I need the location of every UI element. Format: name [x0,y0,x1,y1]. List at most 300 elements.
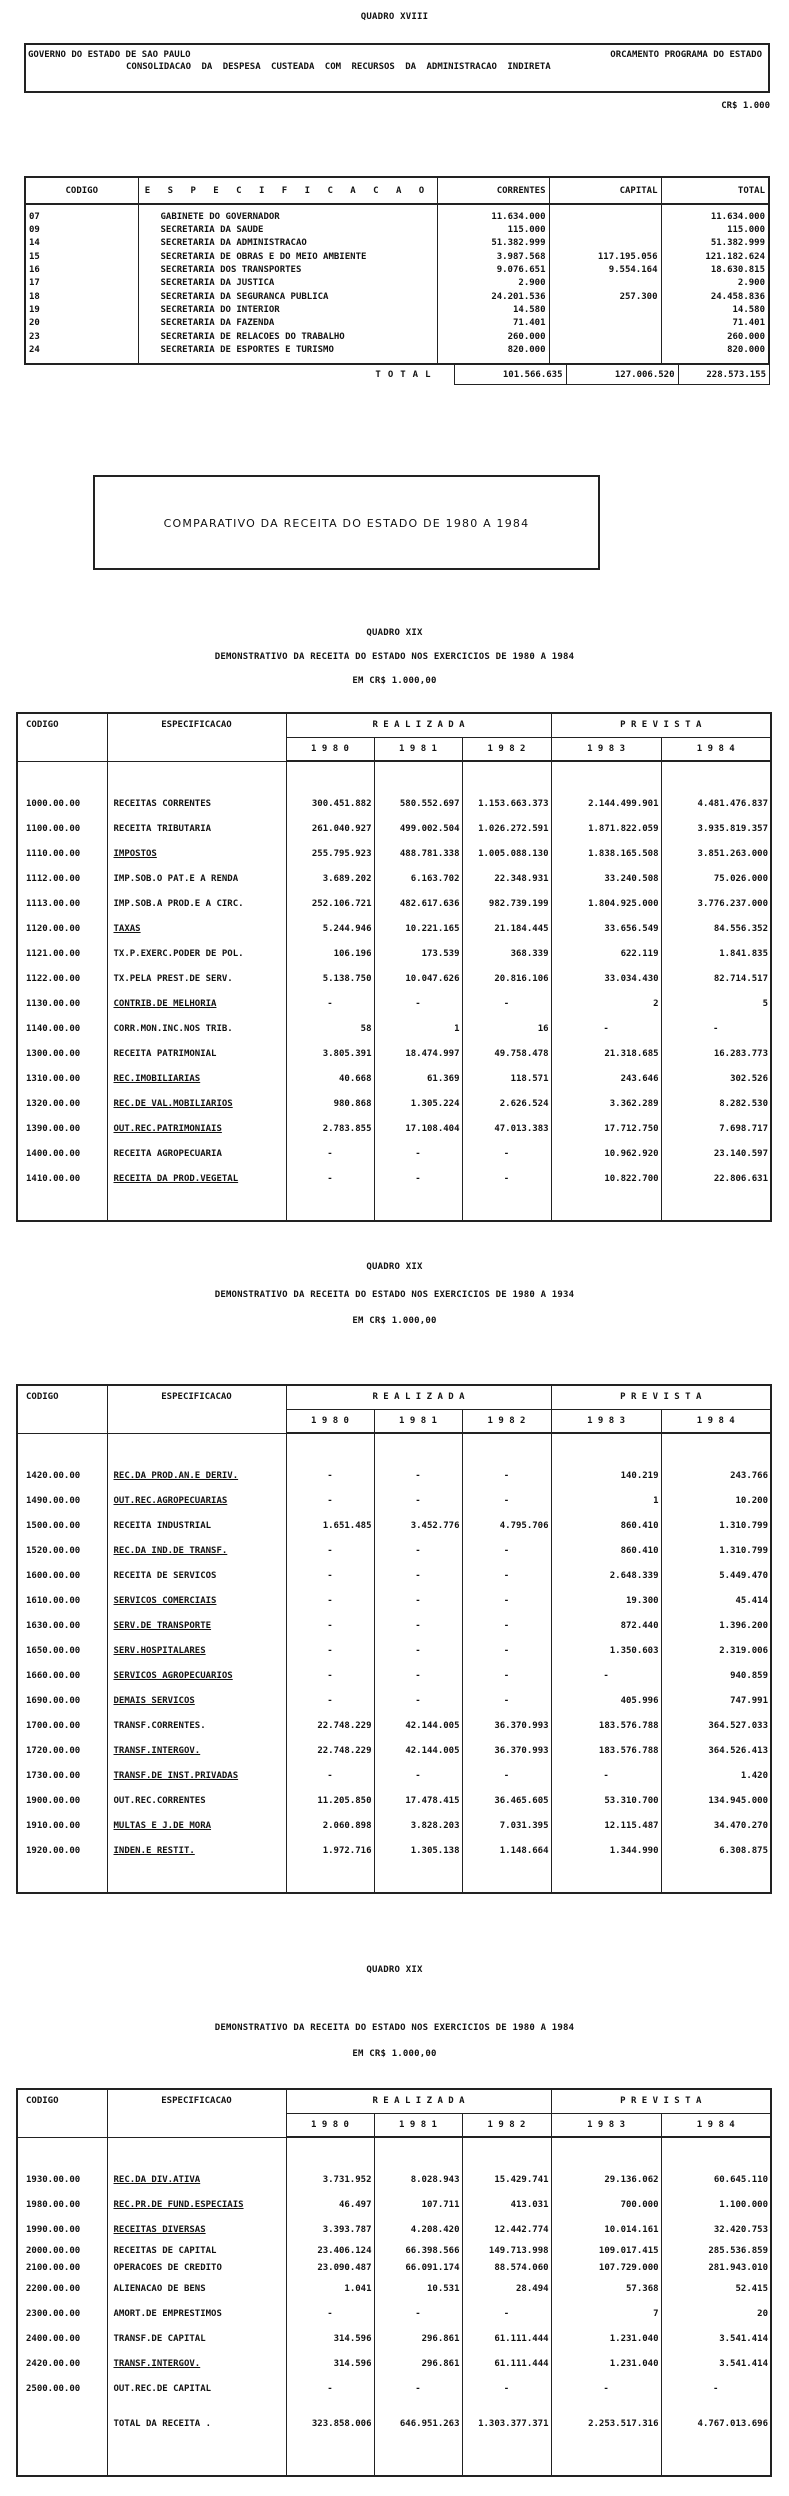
cell-value: 1.651.485 [286,1513,374,1538]
cell-especificacao: DEMAIS SERVICOS [107,1688,286,1713]
cell-especificacao: TOTAL DA RECEITA . [107,2401,286,2446]
cell-value: 5.449.470 [661,1563,771,1588]
cell-especificacao: CORR.MON.INC.NOS TRIB. [107,1016,286,1041]
table-row [17,1066,771,1091]
cell-value: 42.144.005 [374,1713,462,1738]
cell-value: 8.028.943 [374,2167,462,2192]
receita-table-3 [16,2088,772,2477]
quadro-18-unit: CR$ 1.000 [721,101,770,111]
cell-especificacao: SERVICOS COMERCIAIS [107,1588,286,1613]
cell-value: 16.283.773 [661,1041,771,1066]
table-row [17,2326,771,2351]
cell-codigo: 2200.00.00 [17,2276,107,2301]
cell-total: 71.401 [661,317,769,330]
cell-especificacao: REC.DA DIV.ATIVA [107,2167,286,2192]
cell-value: - [374,2301,462,2326]
cell-value: - [374,1663,462,1688]
cell-value: 3.935.819.357 [661,816,771,841]
cell-value: - [374,991,462,1016]
cell-value: - [374,1638,462,1663]
cell-value: - [462,991,551,1016]
cell-codigo: 1520.00.00 [17,1538,107,1563]
quadro-19-unit-2: EM CR$ 1.000,00 [352,1316,437,1326]
cell-value: 700.000 [551,2192,661,2217]
cell-value: 106.196 [286,941,374,966]
cell-codigo: 18 [25,290,138,303]
cell-especificacao: TAXAS [107,916,286,941]
cell-value: 1.041 [286,2276,374,2301]
cell-value: 285.536.859 [661,2242,771,2259]
table-row [17,2301,771,2326]
cell-especificacao: RECEITA DA PROD.VEGETAL [107,1166,286,1191]
cell-value: 3.362.289 [551,1091,661,1116]
cell-especificacao: TX.PELA PREST.DE SERV. [107,966,286,991]
cell-especificacao: SECRETARIA DE OBRAS E DO MEIO AMBIENTE [138,251,437,264]
cell-especificacao: SECRETARIA DO INTERIOR [138,304,437,317]
cell-value: - [374,1488,462,1513]
cell-capital [549,304,661,317]
cell-value: 2.648.339 [551,1563,661,1588]
cell-codigo: 1930.00.00 [17,2167,107,2192]
total-label: TOTAL [375,369,438,380]
cell-value: 53.310.700 [551,1788,661,1813]
cell-value: 140.219 [551,1463,661,1488]
table-row [17,1041,771,1066]
table-row [17,1141,771,1166]
cell-value: 4.481.476.837 [661,791,771,816]
cell-value: 261.040.927 [286,816,374,841]
cell-value: 364.526.413 [661,1738,771,1763]
cell-value: 1.871.822.059 [551,816,661,841]
cell-value: 302.526 [661,1066,771,1091]
cell-value: 3.541.414 [661,2326,771,2351]
cell-especificacao: TRANSF.INTERGOV. [107,1738,286,1763]
cell-value: 860.410 [551,1538,661,1563]
cell-value: 20.816.106 [462,966,551,991]
cell-especificacao: REC.IMOBILIARIAS [107,1066,286,1091]
cell-codigo: 2420.00.00 [17,2351,107,2376]
cell-especificacao: IMPOSTOS [107,841,286,866]
cell-codigo: 1100.00.00 [17,816,107,841]
cell-codigo: 1420.00.00 [17,1463,107,1488]
cell-total: 24.458.836 [661,290,769,303]
table-row [17,1588,771,1613]
cell-value: 3.541.414 [661,2351,771,2376]
table-row [17,1663,771,1688]
cell-value: 580.552.697 [374,791,462,816]
cell-value: - [286,1166,374,1191]
cell-value: - [462,1488,551,1513]
col-year: 1 9 8 4 [661,737,771,761]
cell-correntes: 11.634.000 [437,204,549,224]
cell-value: 2.060.898 [286,1813,374,1838]
cell-codigo: 1390.00.00 [17,1116,107,1141]
cell-capital [549,317,661,330]
table-row [25,330,769,343]
cell-value: 47.013.383 [462,1116,551,1141]
cell-value: - [374,1463,462,1488]
cell-value: 296.861 [374,2351,462,2376]
group-realizada: R E A L I Z A D A [286,1385,551,1409]
table-row [17,1688,771,1713]
cell-value: 32.420.753 [661,2217,771,2242]
cell-value: 107.711 [374,2192,462,2217]
cell-value: 45.414 [661,1588,771,1613]
cell-codigo: 1112.00.00 [17,866,107,891]
cell-value: 3.828.203 [374,1813,462,1838]
cell-value: 17.712.750 [551,1116,661,1141]
cell-codigo: 1490.00.00 [17,1488,107,1513]
quadro-19-subtitle-1: DEMONSTRATIVO DA RECEITA DO ESTADO NOS EXERCICIOS DE 1980 A 1984 [214,652,575,662]
table-row [25,237,769,250]
cell-value: - [286,1688,374,1713]
cell-total: 18.630.815 [661,264,769,277]
cell-value: 36.465.605 [462,1788,551,1813]
cell-codigo: 1650.00.00 [17,1638,107,1663]
cell-value: - [462,1166,551,1191]
cell-value: - [286,1141,374,1166]
cell-codigo: 15 [25,251,138,264]
cell-especificacao: RECEITA PATRIMONIAL [107,1041,286,1066]
quadro-18-header-box [24,43,770,93]
table-row [17,916,771,941]
cell-value: 860.410 [551,1513,661,1538]
cell-value: 23.406.124 [286,2242,374,2259]
cell-especificacao: RECEITAS DE CAPITAL [107,2242,286,2259]
cell-especificacao: RECEITA INDUSTRIAL [107,1513,286,1538]
cell-codigo: 1410.00.00 [17,1166,107,1191]
cell-especificacao: OUT.REC.DE CAPITAL [107,2376,286,2401]
cell-value: - [286,1588,374,1613]
table-row [17,2259,771,2276]
cell-codigo: 2300.00.00 [17,2301,107,2326]
cell-value: - [374,1538,462,1563]
cell-value: 1.350.603 [551,1638,661,1663]
cell-value: 323.858.006 [286,2401,374,2446]
cell-value: 1.100.000 [661,2192,771,2217]
cell-correntes: 115.000 [437,224,549,237]
cell-especificacao: RECEITA TRIBUTARIA [107,816,286,841]
cell-value: 10.221.165 [374,916,462,941]
cell-especificacao: REC.PR.DE FUND.ESPECIAIS [107,2192,286,2217]
cell-value: 3.731.952 [286,2167,374,2192]
cell-value: - [462,1463,551,1488]
cell-value: 1.153.663.373 [462,791,551,816]
cell-value: 10.200 [661,1488,771,1513]
cell-value: 57.368 [551,2276,661,2301]
cell-codigo: 2400.00.00 [17,2326,107,2351]
cell-value: 183.576.788 [551,1738,661,1763]
table-row [17,1788,771,1813]
table-row [17,941,771,966]
cell-value: 12.442.774 [462,2217,551,2242]
col-year: 1 9 8 3 [551,2113,661,2137]
cell-value: 20 [661,2301,771,2326]
cell-value: 10.962.920 [551,1141,661,1166]
total-total: 228.573.155 [678,365,770,385]
cell-value: 3.805.391 [286,1041,374,1066]
col-especificacao: ESPECIFICACAO [107,1385,286,1433]
cell-capital [549,237,661,250]
cell-value: - [462,2301,551,2326]
cell-value: 3.452.776 [374,1513,462,1538]
cell-value: 300.451.882 [286,791,374,816]
cell-value: 1.396.200 [661,1613,771,1638]
cell-value: 23.140.597 [661,1141,771,1166]
cell-especificacao: OPERACOES DE CREDITO [107,2259,286,2276]
cell-value: - [551,1663,661,1688]
table-row [25,224,769,237]
table-row [17,1016,771,1041]
cell-value: 18.474.997 [374,1041,462,1066]
cell-value: 10.531 [374,2276,462,2301]
cell-codigo: 1130.00.00 [17,991,107,1016]
cell-codigo: 1121.00.00 [17,941,107,966]
cell-value: 4.208.420 [374,2217,462,2242]
quadro-19-unit-3: EM CR$ 1.000,00 [352,2049,437,2059]
table-row [17,866,771,891]
col-year: 1 9 8 0 [286,1409,374,1433]
cell-value: 1.005.088.130 [462,841,551,866]
col-capital: CAPITAL [549,177,661,204]
cell-especificacao: SECRETARIA DE ESPORTES E TURISMO [138,344,437,364]
cell-value: 17.478.415 [374,1788,462,1813]
cell-value: - [286,1613,374,1638]
cell-value: 60.645.110 [661,2167,771,2192]
receita-table-2 [16,1384,772,1894]
cell-value: 58 [286,1016,374,1041]
cell-value: - [374,1763,462,1788]
table-row [25,277,769,290]
cell-especificacao: RECEITAS CORRENTES [107,791,286,816]
table-row [17,2276,771,2301]
cell-value: 42.144.005 [374,1738,462,1763]
cell-codigo: 17 [25,277,138,290]
col-codigo: CODIGO [17,713,107,761]
cell-value: 2 [551,991,661,1016]
cell-codigo: 1900.00.00 [17,1788,107,1813]
cell-especificacao: GABINETE DO GOVERNADOR [138,204,437,224]
cell-value: 22.806.631 [661,1166,771,1191]
cell-value: 107.729.000 [551,2259,661,2276]
cell-value: 488.781.338 [374,841,462,866]
table-row [25,251,769,264]
cell-correntes: 24.201.536 [437,290,549,303]
total-row [17,2401,771,2446]
cell-value: 1.344.990 [551,1838,661,1863]
cell-codigo: 1300.00.00 [17,1041,107,1066]
cell-especificacao: INDEN.E RESTIT. [107,1838,286,1863]
cell-value: - [374,2376,462,2401]
cell-value: - [286,1463,374,1488]
cell-value: - [374,1141,462,1166]
cell-value: 33.240.508 [551,866,661,891]
comparativo-box [93,475,600,570]
cell-correntes: 260.000 [437,330,549,343]
cell-value: - [286,1763,374,1788]
cell-capital [549,344,661,364]
government-label: GOVERNO DO ESTADO DE SAO PAULO [28,50,191,60]
cell-value: 255.795.923 [286,841,374,866]
cell-value: - [462,1638,551,1663]
cell-especificacao: RECEITA AGROPECUARIA [107,1141,286,1166]
cell-value: 33.034.430 [551,966,661,991]
cell-especificacao: TRANSF.DE CAPITAL [107,2326,286,2351]
cell-especificacao: IMP.SOB.A PROD.E A CIRC. [107,891,286,916]
cell-value: 22.748.229 [286,1738,374,1763]
cell-total: 121.182.624 [661,251,769,264]
table-row [17,1713,771,1738]
cell-value: 173.539 [374,941,462,966]
cell-value: 1.838.165.508 [551,841,661,866]
cell-value: 4.795.706 [462,1513,551,1538]
table-row [17,1513,771,1538]
cell-especificacao: CONTRIB.DE MELHORIA [107,991,286,1016]
table-row [17,1166,771,1191]
cell-especificacao: OUT.REC.CORRENTES [107,1788,286,1813]
col-year: 1 9 8 2 [462,2113,551,2137]
cell-value: - [551,2376,661,2401]
cell-correntes: 2.900 [437,277,549,290]
quadro-18-total-row [24,364,770,385]
table-row [17,2351,771,2376]
cell-value: 364.527.033 [661,1713,771,1738]
cell-especificacao: SECRETARIA DA ADMINISTRACAO [138,237,437,250]
cell-correntes: 71.401 [437,317,549,330]
table-row [17,2167,771,2192]
cell-value: 982.739.199 [462,891,551,916]
cell-codigo: 1720.00.00 [17,1738,107,1763]
cell-codigo: 1600.00.00 [17,1563,107,1588]
cell-codigo: 1980.00.00 [17,2192,107,2217]
cell-value: 482.617.636 [374,891,462,916]
cell-value: 52.415 [661,2276,771,2301]
cell-value: - [661,1016,771,1041]
cell-correntes: 14.580 [437,304,549,317]
cell-value: 28.494 [462,2276,551,2301]
cell-correntes: 820.000 [437,344,549,364]
col-especificacao: E S P E C I F I C A C A O [138,177,437,204]
cell-value: 3.776.237.000 [661,891,771,916]
cell-value: 88.574.060 [462,2259,551,2276]
total-correntes: 101.566.635 [454,365,566,385]
cell-value: - [286,1488,374,1513]
cell-value: 11.205.850 [286,1788,374,1813]
cell-value: 1.303.377.371 [462,2401,551,2446]
cell-codigo: 1730.00.00 [17,1763,107,1788]
quadro-19-subtitle-2: DEMONSTRATIVO DA RECEITA DO ESTADO NOS EXERCICIOS DE 1980 A 1934 [214,1290,575,1300]
cell-value: - [462,1613,551,1638]
cell-capital: 117.195.056 [549,251,661,264]
cell-value: - [462,1563,551,1588]
cell-value: 1 [551,1488,661,1513]
col-correntes: CORRENTES [437,177,549,204]
cell-codigo: 14 [25,237,138,250]
cell-value: - [462,1588,551,1613]
cell-total: 51.382.999 [661,237,769,250]
cell-value: 2.144.499.901 [551,791,661,816]
cell-value: 1.231.040 [551,2351,661,2376]
cell-value: 314.596 [286,2326,374,2351]
cell-value: 23.090.487 [286,2259,374,2276]
table-row [17,891,771,916]
cell-codigo: 1700.00.00 [17,1713,107,1738]
cell-value: 296.861 [374,2326,462,2351]
cell-value: - [462,1141,551,1166]
cell-especificacao: TRANSF.CORRENTES. [107,1713,286,1738]
cell-capital [549,330,661,343]
cell-total: 14.580 [661,304,769,317]
cell-total: 2.900 [661,277,769,290]
cell-value: 3.689.202 [286,866,374,891]
cell-value: 2.319.006 [661,1638,771,1663]
quadro-18-subtitle: CONSOLIDACAO DA DESPESA CUSTEADA COM RECURSOS DA ADMINISTRACAO INDIRETA [126,62,551,72]
cell-correntes: 51.382.999 [437,237,549,250]
cell-value: - [462,1763,551,1788]
cell-capital: 257.300 [549,290,661,303]
cell-codigo: 2100.00.00 [17,2259,107,2276]
cell-especificacao: SERVICOS AGROPECUARIOS [107,1663,286,1688]
col-year: 1 9 8 1 [374,737,462,761]
cell-codigo: 1990.00.00 [17,2217,107,2242]
cell-value: 21.318.685 [551,1041,661,1066]
cell-codigo: 1910.00.00 [17,1813,107,1838]
cell-value: - [462,2376,551,2401]
cell-especificacao: SERV.DE TRANSPORTE [107,1613,286,1638]
budget-program-label: ORCAMENTO PROGRAMA DO ESTADO [610,50,762,60]
cell-especificacao: RECEITA DE SERVICOS [107,1563,286,1588]
cell-codigo: 16 [25,264,138,277]
cell-value: - [374,1688,462,1713]
cell-value: 21.184.445 [462,916,551,941]
cell-value: - [374,1563,462,1588]
table-row [25,317,769,330]
table-row [17,2192,771,2217]
cell-value: 2.626.524 [462,1091,551,1116]
table-row [17,1738,771,1763]
cell-especificacao: REC.DE VAL.MOBILIARIOS [107,1091,286,1116]
col-especificacao: ESPECIFICACAO [107,713,286,761]
cell-value: 314.596 [286,2351,374,2376]
cell-codigo: 1000.00.00 [17,791,107,816]
col-codigo: CODIGO [17,2089,107,2137]
cell-value: 22.348.931 [462,866,551,891]
cell-value: 29.136.062 [551,2167,661,2192]
cell-codigo: 20 [25,317,138,330]
quadro-19-unit-1: EM CR$ 1.000,00 [352,676,437,686]
cell-value: 134.945.000 [661,1788,771,1813]
cell-especificacao: MULTAS E J.DE MORA [107,1813,286,1838]
col-year: 1 9 8 2 [462,737,551,761]
table-row [17,2217,771,2242]
cell-value: 61.111.444 [462,2326,551,2351]
cell-especificacao: AMORT.DE EMPRESTIMOS [107,2301,286,2326]
cell-value: 7.698.717 [661,1116,771,1141]
cell-especificacao: IMP.SOB.O PAT.E A RENDA [107,866,286,891]
cell-value: 46.497 [286,2192,374,2217]
group-realizada: R E A L I Z A D A [286,713,551,737]
cell-value: 49.758.478 [462,1041,551,1066]
cell-value: - [286,1663,374,1688]
cell-value: 40.668 [286,1066,374,1091]
cell-value: 12.115.487 [551,1813,661,1838]
cell-value: 1.305.138 [374,1838,462,1863]
table-row [17,1538,771,1563]
table-row [17,1838,771,1863]
table-row [17,841,771,866]
cell-value: 980.868 [286,1091,374,1116]
col-year: 1 9 8 4 [661,2113,771,2137]
